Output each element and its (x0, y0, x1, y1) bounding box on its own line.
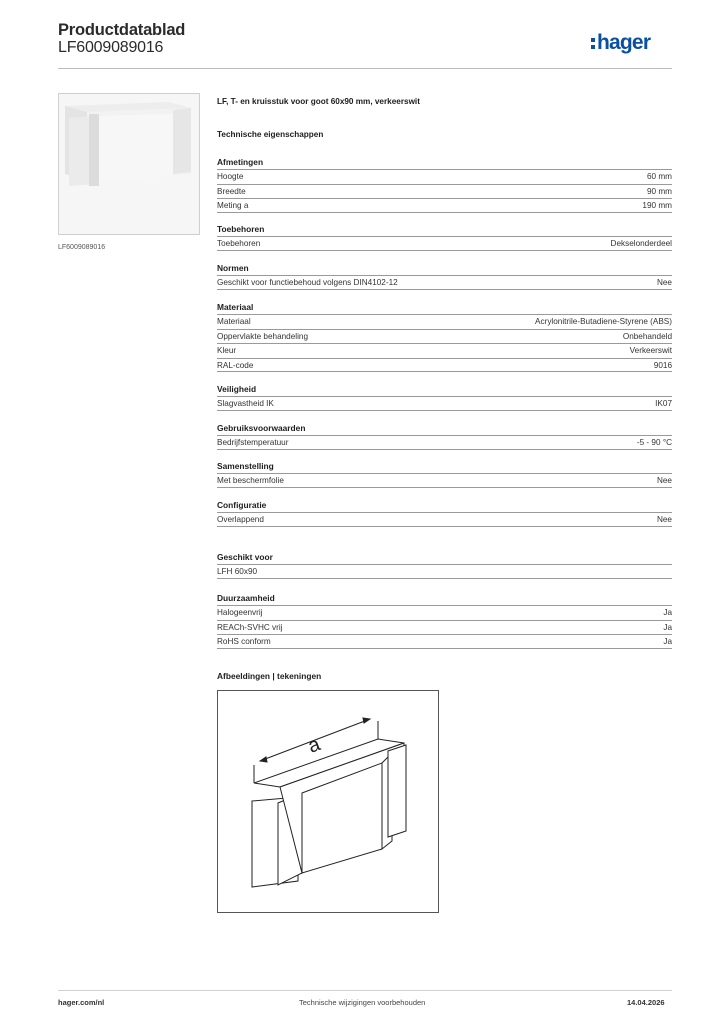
section-title: Veiligheid (217, 384, 257, 394)
spec-row (217, 275, 672, 290)
spec-row (217, 329, 672, 344)
spec-label: RAL-code (217, 360, 254, 370)
product-description: LF, T- en kruisstuk voor goot 60x90 mm, verkeerswit (217, 97, 420, 106)
spec-label: Kleur (217, 346, 237, 355)
spec-row (217, 564, 672, 579)
section-title: Samenstelling (217, 461, 274, 471)
spec-row (217, 314, 672, 329)
spec-row (217, 620, 672, 635)
spec-label: Oppervlakte behandeling (217, 331, 309, 341)
dimension-a-label: a (305, 733, 324, 758)
spec-value: Verkeerswit (629, 346, 672, 355)
spec-value: 90 mm (646, 186, 672, 196)
spec-row (217, 236, 672, 251)
drawings-heading: Afbeeldingen | tekeningen (217, 671, 322, 681)
spec-row (217, 198, 672, 213)
section-title: Duurzaamheid (217, 593, 275, 603)
technical-drawing (217, 690, 439, 913)
spec-label: Met beschermfolie (217, 476, 284, 485)
spec-value: -5 - 90 °C (636, 438, 672, 447)
footer-date: 14.04.2026 (627, 998, 665, 1007)
spec-value: Nee (656, 278, 672, 287)
spec-label: Overlappend (217, 515, 264, 524)
spec-row (217, 512, 672, 527)
spec-row (217, 343, 672, 358)
spec-label: Halogeenvrij (217, 608, 263, 617)
logo-text: hager (597, 31, 651, 54)
header-divider (58, 68, 672, 69)
spec-value: Dekselonderdeel (610, 239, 672, 248)
spec-row (217, 435, 672, 450)
product-photo (58, 93, 200, 235)
section-title: Toebehoren (217, 224, 265, 234)
spec-row (217, 473, 672, 488)
spec-label: LFH 60x90 (217, 567, 258, 576)
spec-label: Materiaal (217, 317, 251, 326)
spec-label: Slagvastheid IK (217, 399, 274, 408)
spec-label: RoHS conform (217, 637, 271, 646)
section-title: Configuratie (217, 500, 267, 510)
page-title: Productdatablad (58, 21, 186, 39)
section-title: Gebruiksvoorwaarden (217, 423, 306, 433)
spec-row (217, 605, 672, 620)
spec-value: IK07 (655, 399, 672, 408)
spec-value: Nee (656, 476, 672, 485)
hager-logo (591, 28, 675, 58)
spec-value: Nee (656, 515, 672, 524)
footer-disclaimer: Technische wijzigingen voorbehouden (299, 998, 426, 1007)
spec-value: 190 mm (642, 201, 672, 210)
spec-label: REACh-SVHC vrij (217, 622, 283, 632)
spec-value: 60 mm (646, 172, 672, 181)
spec-label: Geschikt voor functiebehoud volgens DIN4102-12 (217, 278, 398, 287)
product-image-caption: LF6009089016 (58, 244, 106, 251)
spec-value: Onbehandeld (622, 331, 672, 341)
spec-label: Toebehoren (217, 239, 261, 248)
spec-label: Bedrijfstemperatuur (217, 438, 289, 447)
footer-website: hager.com/nl (58, 998, 105, 1007)
spec-label: Breedte (217, 186, 246, 196)
spec-value: 9016 (653, 360, 672, 370)
spec-row (217, 184, 672, 199)
spec-row (217, 169, 672, 184)
section-title: Geschikt voor (217, 552, 273, 562)
spec-row (217, 358, 672, 373)
technical-properties-heading: Technische eigenschappen (217, 130, 324, 139)
section-title: Afmetingen (217, 157, 264, 167)
spec-row (217, 396, 672, 411)
section-title: Normen (217, 263, 249, 273)
spec-value: Ja (663, 622, 672, 632)
product-code: LF6009089016 (58, 39, 164, 56)
spec-label: Hoogte (217, 172, 244, 181)
spec-value: Ja (663, 637, 672, 646)
spec-value: Ja (663, 608, 672, 617)
footer-divider (58, 990, 672, 991)
spec-value: Acrylonitrile-Butadiene-Styrene (ABS) (535, 317, 672, 326)
spec-row (217, 634, 672, 649)
spec-label: Meting a (217, 201, 249, 210)
section-title: Materiaal (217, 302, 254, 312)
